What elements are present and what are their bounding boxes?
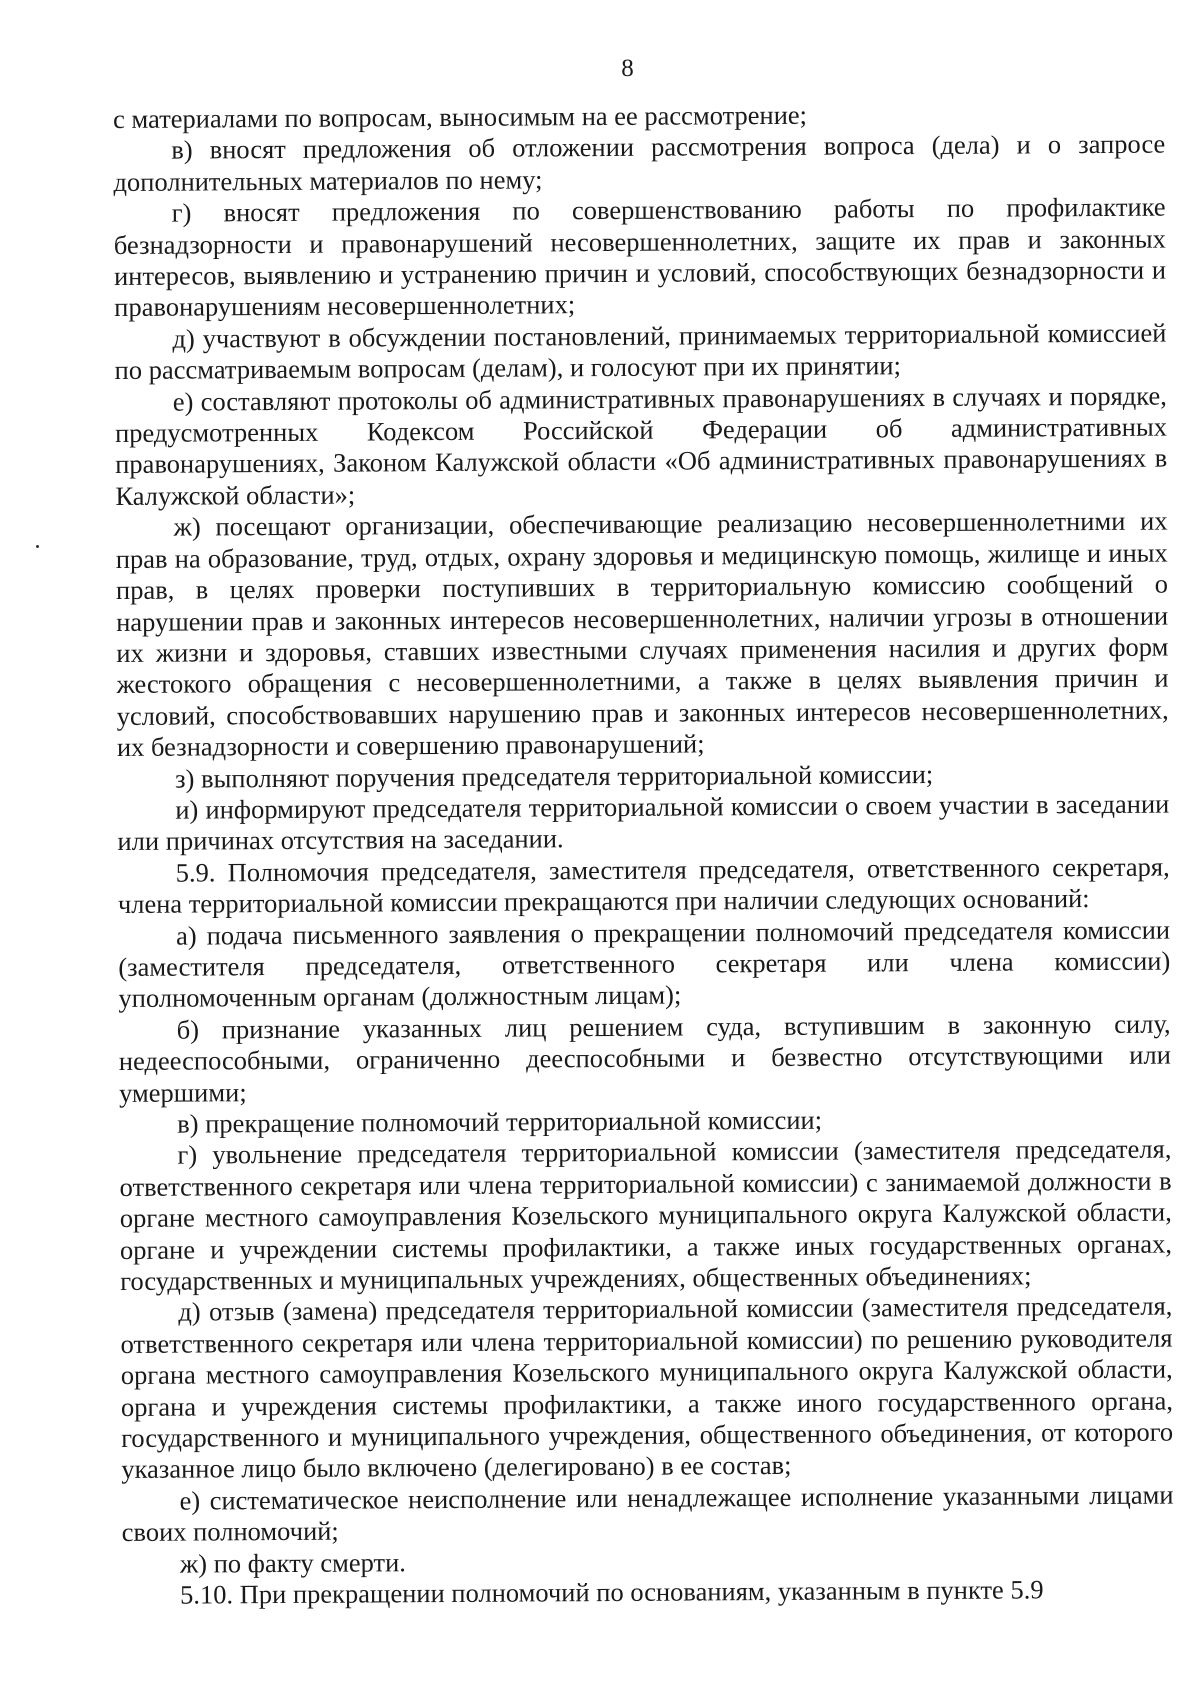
paragraph-item-z: з) выполняют поручения председателя территориальной комиссии;	[175, 758, 934, 794]
paragraph-5-9-v: в) прекращение полномочий территориальной комиссии;	[177, 1104, 823, 1139]
paragraph-item-g: г) вносят предложения по совершенствованию работы по профилактике безнадзорности и правонарушений несовершеннолетних, защите их прав и законных интересов, выявлению и устранению причин и условий, способствующих безнадзорности и правонарушениям несовершеннолетних;	[113, 191, 1167, 323]
paragraph-item-d: д) участвуют в обсуждении постановлений, принимаемых территориальной комиссией по рассматриваемым вопросам (делам), и голосуют при их принятии;	[114, 317, 1167, 386]
paragraph-5-9-d: д) отзыв (замена) председателя территориальной комиссии (заместителя председателя, ответственного секретаря или члена территориальной комиссии) по решению руководителя органа местного самоуправления Козельского муниципального округа Калужской области, органа и учреждения системы профилактики, а также иного государственного органа, государственного и муниципального учреждения, общественного объединения, от которого указанное лицо было включено (делегировано) в ее состав;	[120, 1290, 1174, 1485]
paragraph-5-9-g: г) увольнение председателя территориальной комиссии (заместителя председателя, ответственного секретаря или члена территориальной комиссии) с занимаемой должности в органе местного самоуправления Козельского муниципального округа Калужской области, органе и учреждении системы профилактики, а также иных государственных органах, государственных и муниципальных учреждениях, общественных объединениях;	[119, 1133, 1173, 1297]
paragraph-item-i: и) информируют председателя территориальной комиссии о своем участии в заседании или причинах отсутствия на заседании.	[117, 788, 1170, 857]
paragraph-5-9-e: е) систематическое неисполнение или ненадлежащее исполнение указанными лицами своих полномочий;	[121, 1479, 1174, 1548]
paragraph-continuation: с материалами по вопросам, выносимым на ее рассмотрение;	[113, 99, 808, 134]
paragraph-section-5-9: 5.9. Полномочия председателя, заместителя председателя, ответственного секретаря, члена территориальной комиссии прекращаются при наличии следующих оснований:	[117, 851, 1170, 920]
paragraph-item-e: е) составляют протоколы об административных правонарушениях в случаях и порядке, предусмотренных Кодексом Российской Федерации об административных правонарушениях, Законом Калужской области «Об административных правонарушениях в Калужской области»;	[114, 380, 1168, 511]
paragraph-5-9-zh: ж) по факту смерти.	[179, 1546, 406, 1579]
scan-speck	[36, 545, 39, 548]
paragraph-section-5-10: 5.10. При прекращении полномочий по основаниям, указанным в пункте 5.9	[180, 1574, 1044, 1610]
page-number: 8	[621, 55, 634, 82]
document-body	[113, 98, 1174, 1612]
paragraph-item-zh: ж) посещают организации, обеспечивающие реализацию несовершеннолетними их прав на образование, труд, отдых, охрану здоровья и медицинскую помощь, жилище и иных прав, в целях проверки поступивших в территориальную комиссию сообщений о нарушении прав и законных интересов несовершеннолетних, наличии угрозы в отношении их жизни и здоровья, ставших известными случаях применения насилия и других форм жестокого обращения с несовершеннолетними, а также в целях выявления причин и условий, способствовавших нарушению прав и законных интересов несовершеннолетних, их безнадзорности и совершению правонарушений;	[115, 505, 1169, 763]
paragraph-5-9-b: б) признание указанных лиц решением суда, вступившим в законную силу, недееспособными, ограниченно дееспособными и безвестно отсутствующими или умершими;	[118, 1008, 1171, 1108]
paragraph-5-9-a: а) подача письменного заявления о прекращении полномочий председателя комиссии (заместителя председателя, ответственного секретаря или члена комиссии) уполномоченным органам (должностным лицам);	[118, 914, 1171, 1014]
paragraph-item-v: в) вносят предложения об отложении рассмотрения вопроса (дела) и о запросе дополнительных материалов по нему;	[113, 128, 1166, 197]
